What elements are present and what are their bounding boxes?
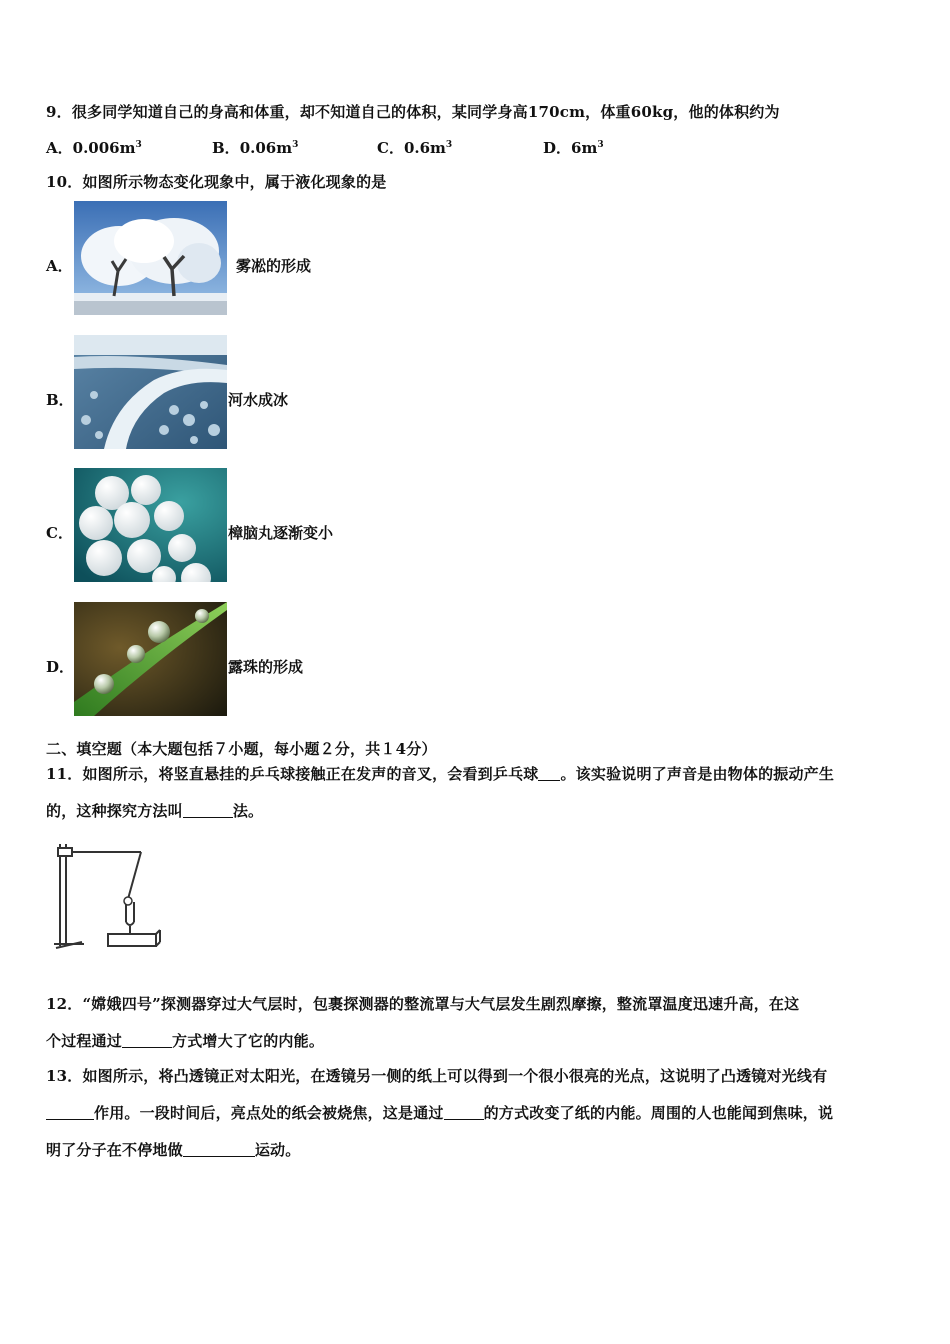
- q12-line1: 12．“嫦娥四号”探测器穿过大气层时，包裹探测器的整流罩与大气层发生剧烈摩擦，整流罩温度迅速升高，在这: [46, 995, 800, 1013]
- q9-option-b: B．$0.06m^3$: [212, 139, 299, 157]
- tuning-fork-apparatus-icon: [46, 834, 166, 954]
- q10-option-c-letter: C．: [46, 524, 73, 542]
- q9-option-c: C．$0.6m^3$: [377, 139, 453, 157]
- q11-line1: 11．如图所示，将竖直悬挂的乒乓球接触正在发声的音叉，会看到乒乓球 。该实验说明了声音是由物体的振动产生: [46, 765, 835, 783]
- dew-drops-photo: [74, 602, 227, 716]
- q10-option-c-caption: 樟脑丸逐渐变小: [228, 524, 334, 542]
- q13-line2: 作用。一段时间后，亮点处的纸会被烧焦，这是通过 的方式改变了纸的内能。周围的人也能闻到焦味，说: [46, 1103, 833, 1123]
- q13-blank-3[interactable]: [183, 1142, 255, 1157]
- q10-option-d-caption: 露珠的形成: [228, 658, 304, 676]
- q11-blank-1[interactable]: [538, 766, 560, 781]
- q13-line3: 明了分子在不停地做 运动。: [46, 1141, 301, 1159]
- q12-line2: 个过程通过 方式增大了它的内能。: [46, 1032, 325, 1050]
- camphor-balls-photo: [74, 468, 227, 582]
- q10-option-a-caption: 雾凇的形成: [236, 257, 312, 275]
- q10-option-d-letter: D．: [46, 658, 75, 676]
- q10-option-a-letter: A．: [46, 257, 73, 275]
- q11-line2: 的，这种探究方法叫 法。: [46, 802, 264, 820]
- q11-blank-2[interactable]: [183, 803, 233, 818]
- q10-stem: 10．如图所示物态变化现象中，属于液化现象的是: [46, 173, 387, 191]
- q13-blank-1[interactable]: [46, 1105, 94, 1120]
- q13-line1: 13．如图所示，将凸透镜正对太阳光，在透镜另一侧的纸上可以得到一个很小很亮的光点，这说明了凸透镜对光线有: [46, 1067, 828, 1085]
- q10-option-b-caption: 河水成冰: [228, 391, 289, 409]
- q9-option-a: A．$0.006m^3$: [46, 139, 142, 157]
- q10-option-b-letter: B．: [46, 391, 74, 409]
- q13-blank-2[interactable]: [444, 1105, 484, 1120]
- q12-blank-1[interactable]: [122, 1033, 172, 1048]
- rime-trees-photo: [74, 201, 227, 315]
- frozen-river-photo: [74, 335, 227, 449]
- section2-heading: 二、填空题（本大题包括７小题，每小题２分，共１4分）: [46, 740, 437, 758]
- q9-stem: 9．很多同学知道自己的身高和体重，却不知道自己的体积，某同学身高170cm，体重60kg，他的体积约为: [46, 103, 780, 121]
- q9-option-d: D．$6m^3$: [543, 139, 604, 157]
